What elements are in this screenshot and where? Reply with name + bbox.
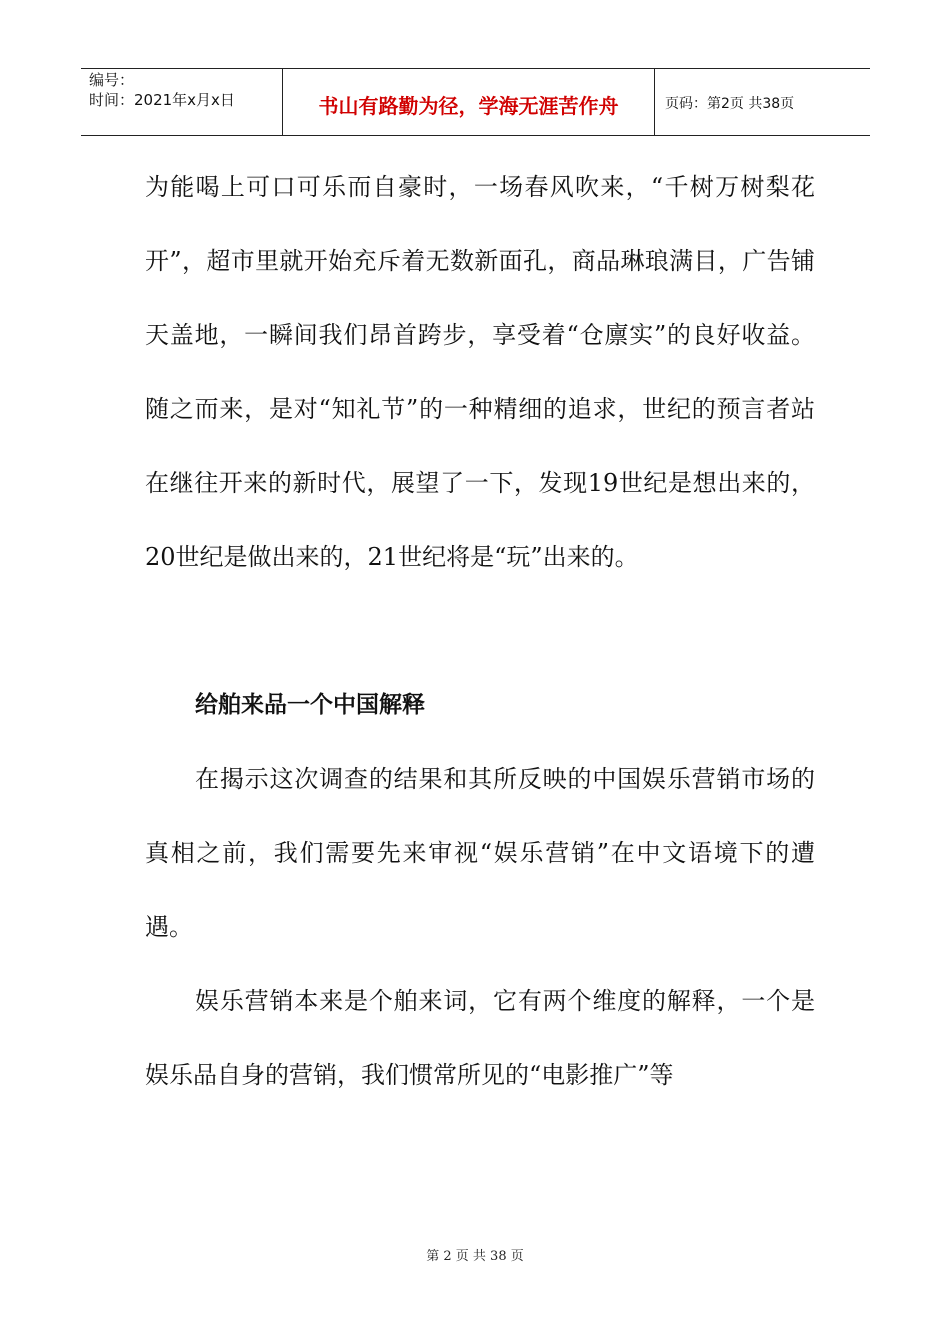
header-motto: 书山有路勤为径，学海无涯苦作舟	[282, 69, 655, 135]
header-meta	[81, 69, 282, 135]
document-body	[145, 150, 815, 1112]
body-paragraph: 娱乐营销本来是个舶来词，它有两个维度的解释，一个是娱乐品自身的营销，我们惯常所见的“电影推广”等	[145, 987, 815, 1089]
document-time-label: 时间：2021年x月x日	[89, 91, 235, 109]
body-paragraph: 为能喝上可口可乐而自豪时，一场春风吹来，“千树万树梨花开”，超市里就开始充斥着无数新面孔，商品琳琅满目，广告铺天盖地，一瞬间我们昂首跨步，享受着“仓廪实”的良好收益。随之而来，是对“知礼节”的一种精细的追求，世纪的预言者站在继往开来的新时代，展望了一下，发现19世纪是想出来的，20世纪是做出来的，21世纪将是“玩”出来的。	[145, 173, 815, 571]
document-number-label: 编号：	[89, 71, 135, 89]
paragraph-spacer	[145, 594, 815, 668]
header-page-info: 页码：第2页 共38页	[665, 96, 795, 112]
section-title: 给舶来品一个中国解释	[195, 692, 425, 718]
page-footer: 第 2 页 共 38 页	[426, 1249, 524, 1264]
body-paragraph: 在揭示这次调查的结果和其所反映的中国娱乐营销市场的真相之前，我们需要先来审视“娱乐营销”在中文语境下的遭遇。	[145, 765, 815, 941]
page-header	[81, 68, 870, 136]
